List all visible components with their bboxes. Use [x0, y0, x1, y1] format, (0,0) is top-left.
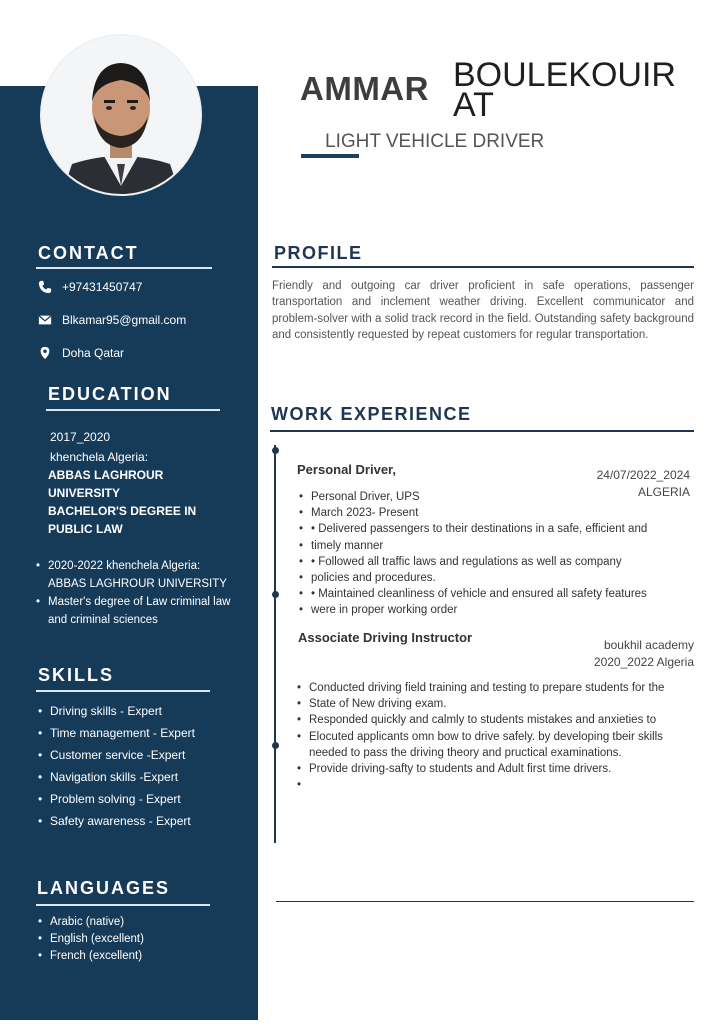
contact-heading: CONTACT: [38, 243, 139, 263]
phone-icon: [38, 280, 52, 294]
mail-icon: [38, 313, 52, 327]
list-item: • Navigation skills -Expert: [38, 766, 195, 788]
job-date: 24/07/2022_2024: [596, 468, 690, 482]
list-item: • Problem solving - Expert: [38, 788, 195, 810]
list-item: • Safety awareness - Expert: [38, 810, 195, 832]
list-item: • French (excellent): [38, 948, 144, 965]
location-pin-icon: [38, 346, 52, 360]
job-date: boukhil academy: [603, 638, 694, 652]
skills-list: [38, 700, 195, 832]
list-item: • • Followed all traffic laws and regulations as well as company: [299, 554, 689, 570]
list-item: • 2020-2022 khenchela Algeria: ABBAS LAGHROUR UNIVERSITY: [36, 557, 236, 593]
list-item: • • Maintained cleanliness of vehicle and ensured all safety features: [299, 586, 689, 602]
profile-divider: [272, 266, 694, 268]
profile-heading: PROFILE: [274, 243, 363, 263]
education-place: khenchela Algeria:: [50, 450, 149, 464]
bottom-divider: [276, 901, 694, 902]
list-item: • Elocuted applicants omn bow to drive safely. by developing tbeir skills needed to pass the driving theory and pructical examinations.: [297, 729, 695, 761]
last-name: BOULEKOUIR AT: [453, 56, 676, 124]
title-underline: [301, 154, 359, 158]
skills-divider: [36, 690, 210, 692]
work-divider: [270, 430, 694, 432]
timeline-dot: [272, 742, 279, 749]
languages-heading: LANGUAGES: [37, 878, 171, 898]
list-item: • policies and procedures.: [299, 570, 689, 586]
work-heading: WORK EXPERIENCE: [271, 404, 472, 424]
list-item: • Personal Driver, UPS: [299, 489, 689, 505]
contact-location: [38, 346, 124, 360]
contact-email[interactable]: [38, 313, 186, 327]
list-item: • Conducted driving field training and testing to prepare students for the: [297, 680, 695, 696]
list-item: • Master's degree of Law criminal law and criminal sciences: [36, 593, 236, 629]
education-entry: [48, 428, 198, 538]
education-degree: BACHELOR'S DEGREE IN PUBLIC LAW: [48, 504, 197, 536]
list-item: • Customer service -Expert: [38, 744, 195, 766]
job-title: LIGHT VEHICLE DRIVER: [325, 131, 545, 152]
contact-phone[interactable]: [38, 280, 142, 294]
education-divider: [46, 409, 220, 411]
list-item: • Responded quickly and calmly to students mistakes and anxieties to: [297, 712, 695, 728]
job-meta-2: [594, 637, 694, 671]
first-name: AMMAR: [300, 70, 429, 107]
job-title-1: Personal Driver,: [297, 462, 396, 477]
location-text: Doha Qatar: [62, 346, 125, 360]
list-item: • State of New driving exam.: [297, 696, 695, 712]
phone-text: +97431450747: [62, 280, 143, 294]
list-item: • Arabic (native): [38, 914, 144, 931]
education-heading: EDUCATION: [48, 384, 172, 404]
list-item: • timely manner: [299, 538, 689, 554]
list-item: • Provide driving-safty to students and Adult first time drivers.: [297, 761, 695, 777]
list-item: • Driving skills - Expert: [38, 700, 195, 722]
list-item: • English (excellent): [38, 931, 144, 948]
list-item: • Time management - Expert: [38, 722, 195, 744]
job-title-2: Associate Driving Instructor: [298, 630, 473, 645]
education-list: [36, 557, 236, 629]
list-item: • March 2023- Present: [299, 505, 689, 521]
languages-list: [38, 914, 144, 965]
profile-photo: [42, 36, 200, 194]
education-university: ABBAS LAGHROUR UNIVERSITY: [48, 468, 164, 500]
person-portrait-icon: [42, 36, 200, 194]
contact-divider: [36, 267, 212, 269]
email-text: Blkamar95@gmail.com: [62, 313, 187, 327]
list-item: [297, 777, 695, 793]
languages-divider: [36, 904, 210, 906]
timeline-dot: [272, 447, 279, 454]
job-bullets-1: [299, 489, 689, 619]
list-item: • • Delivered passengers to their destinations in a safe, efficient and: [299, 521, 689, 537]
profile-text: Friendly and outgoing car driver proficient in safe operations, passenger transportation and inclement weather driving. Excellent communicator and problem-solver with a solid track record in the field. Outstanding safety background and consistently requested by repeat customers for regular transportation.: [272, 280, 694, 341]
skills-heading: SKILLS: [38, 665, 115, 685]
job-bullets-2: [297, 680, 695, 793]
education-years: 2017_2020: [50, 430, 111, 444]
job-place: ALGERIA: [637, 485, 690, 499]
timeline-line: [274, 445, 276, 843]
list-item: • were in proper working order: [299, 602, 689, 618]
job-place: 2020_2022 Algeria: [593, 655, 694, 669]
timeline-dot: [272, 591, 279, 598]
